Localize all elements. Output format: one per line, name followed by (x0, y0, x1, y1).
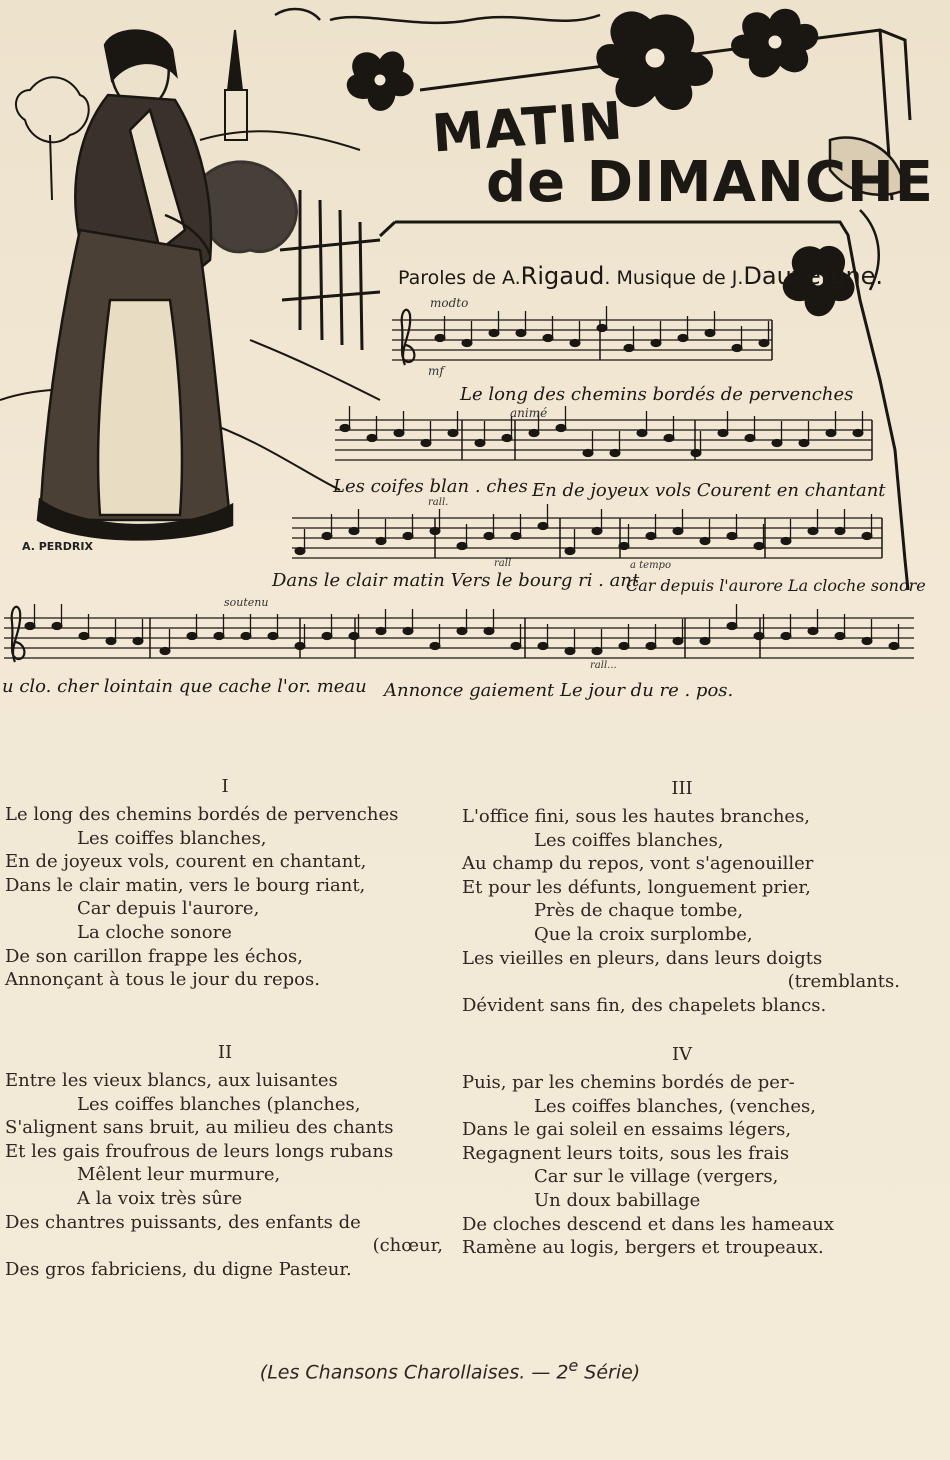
verse-line: Car sur le village (vergers, (534, 1166, 779, 1188)
note-head (376, 537, 386, 544)
credits: Paroles de A.Rigaud. Musique de J.Dauvergne. (398, 262, 884, 290)
verse-line: Regagnent leurs toits, sous les frais (462, 1142, 790, 1164)
verse-line: (tremblants. (787, 971, 900, 993)
note-head (268, 632, 278, 639)
note-head (241, 632, 251, 639)
note-head (624, 344, 634, 351)
verse-line: Dévident sans fin, des chapelets blancs. (462, 994, 827, 1016)
note-head (799, 439, 809, 446)
note-head (754, 632, 764, 639)
lyrics-prefix: Paroles de A. (398, 267, 521, 289)
verse-line: Au champ du repos, vont s'agenouiller (462, 853, 814, 875)
woman-in-shawl-figure (38, 31, 232, 540)
note-head (538, 522, 548, 529)
note-head (781, 537, 791, 544)
note-head (484, 627, 494, 634)
tempo-mark: animé (510, 406, 548, 420)
verse-line: Dans le clair matin, vers le bourg riant, (5, 874, 366, 896)
note-head (160, 647, 170, 654)
note-head (835, 527, 845, 534)
note-head (502, 434, 512, 441)
note-head (781, 632, 791, 639)
verse-line: Dans le gai soleil en essaims légers, (462, 1119, 792, 1141)
note-head (597, 324, 607, 331)
note-head (583, 449, 593, 456)
note-head (646, 532, 656, 539)
tempo-mark: soutenu (224, 596, 269, 609)
verse-line: De son carillon frappe les échos, (5, 945, 303, 967)
note-head (322, 532, 332, 539)
verse-line: Les coiffes blanches, (534, 829, 724, 851)
series-footer (0, 1356, 900, 1383)
artist-signature: A. PERDRIX (22, 540, 93, 553)
note-head (705, 329, 715, 336)
note-head (421, 439, 431, 446)
tempo-mark: rall... (590, 660, 617, 671)
note-head (673, 637, 683, 644)
score-lyric: Le long des chemins bordés de pervenches (460, 384, 854, 405)
note-head (430, 527, 440, 534)
verse-line: Les coiffes blanches (planches, (77, 1093, 361, 1115)
verse-line: (chœur, (372, 1235, 443, 1257)
note-head (826, 429, 836, 436)
verse-line: Ramène au logis, bergers et troupeaux. (462, 1237, 824, 1259)
note-head (610, 449, 620, 456)
note-head (295, 642, 305, 649)
verse-line: De cloches descend et dans les hameaux (462, 1213, 835, 1235)
verse-line: Le long des chemins bordés de pervenches (5, 804, 399, 825)
verse-line: S'alignent sans bruit, au milieu des chants (5, 1117, 394, 1139)
verse-numeral: II (217, 1042, 233, 1063)
note-head (619, 542, 629, 549)
verse-line: Entre les vieux blancs, aux luisantes (5, 1070, 338, 1091)
note-head (700, 637, 710, 644)
series-suffix: Série) (578, 1361, 641, 1384)
verse-numeral: III (671, 778, 693, 799)
note-head (457, 627, 467, 634)
note-head (754, 542, 764, 549)
tempo-mark: a tempo (630, 560, 671, 571)
verse-line: Un doux babillage (534, 1189, 701, 1211)
note-head (448, 429, 458, 436)
note-head (637, 429, 647, 436)
note-head (646, 642, 656, 649)
note-head (475, 439, 485, 446)
verse-line: Près de chaque tombe, (534, 900, 744, 922)
series-sup: e (568, 1356, 579, 1375)
note-head (772, 439, 782, 446)
note-head (862, 532, 872, 539)
note-head (529, 429, 539, 436)
note-head (700, 537, 710, 544)
music-prefix: Musique de J. (616, 267, 744, 289)
composer: Dauvergne. (743, 262, 884, 290)
note-head (295, 547, 305, 554)
dynamic-mark: mf (428, 364, 444, 378)
note-head (187, 632, 197, 639)
note-head (214, 632, 224, 639)
note-head (718, 429, 728, 436)
note-head (394, 429, 404, 436)
note-head (340, 424, 350, 431)
verse-line: Car depuis l'aurore, (77, 898, 260, 920)
note-head (349, 527, 359, 534)
note-head (403, 532, 413, 539)
note-head (79, 632, 89, 639)
note-head (52, 622, 62, 629)
note-head (538, 642, 548, 649)
verse-line: Annonçant à tous le jour du repos. (5, 969, 320, 991)
verse-line: Des gros fabriciens, du digne Pasteur. (5, 1258, 352, 1280)
note-head (592, 647, 602, 654)
verse-line: La cloche sonore (77, 921, 232, 943)
note-head (808, 527, 818, 534)
note-head (376, 627, 386, 634)
note-head (25, 622, 35, 629)
series-name: (Les Chansons Charollaises. — 2 (259, 1361, 569, 1384)
note-head (511, 642, 521, 649)
score-lyric: En de joyeux vols Courent en chantant (532, 480, 886, 501)
note-head (435, 334, 445, 341)
verse-line: Et les gais froufrous de leurs longs rubans (5, 1140, 394, 1162)
verse-line: Les vieilles en pleurs, dans leurs doigts (462, 947, 823, 969)
note-head (565, 647, 575, 654)
score-lyric: Dans le clair matin Vers le bourg ri . ant (272, 570, 640, 591)
note-head (133, 637, 143, 644)
verse-numeral: I (221, 776, 229, 797)
tempo-mark: rall. (428, 497, 449, 508)
note-head (862, 637, 872, 644)
note-head (403, 627, 413, 634)
verse-line: Des chantres puissants, des enfants de (5, 1211, 361, 1233)
note-head (543, 334, 553, 341)
lyricist: Rigaud (520, 262, 605, 290)
note-head (727, 622, 737, 629)
verse-line: L'office fini, sous les hautes branches, (462, 806, 811, 827)
note-head (489, 329, 499, 336)
verse-line: Que la croix surplombe, (534, 923, 753, 945)
note-head (727, 532, 737, 539)
note-head (759, 339, 769, 346)
tempo-mark: rall (494, 558, 512, 569)
note-head (651, 339, 661, 346)
note-head (367, 434, 377, 441)
note-head (745, 434, 755, 441)
score-lyric: Car depuis l'aurore La cloche sonore (626, 576, 926, 595)
title-line-1: MATIN (430, 91, 626, 165)
verse-3 (462, 778, 902, 1017)
verse-4 (462, 1044, 902, 1260)
illustration (0, 0, 950, 720)
verse-line: Et pour les défunts, longuement prier, (462, 876, 811, 898)
note-head (349, 632, 359, 639)
note-head (853, 429, 863, 436)
score-lyric: Annonce gaiement Le jour du re . pos. (384, 680, 734, 701)
title-line-2: de DIMANCHE (486, 150, 935, 215)
note-head (732, 344, 742, 351)
note-head (322, 632, 332, 639)
note-head (457, 542, 467, 549)
note-head (619, 642, 629, 649)
note-head (570, 339, 580, 346)
note-head (691, 449, 701, 456)
verse-2 (5, 1042, 445, 1281)
verse-1 (5, 776, 445, 992)
score-lyric: u clo. cher lointain que cache l'or. meau (2, 676, 367, 697)
verse-line: En de joyeux vols, courent en chantant, (5, 851, 367, 873)
note-head (678, 334, 688, 341)
note-head (592, 527, 602, 534)
verse-line: A la voix très sûre (77, 1187, 243, 1209)
note-head (484, 532, 494, 539)
verse-line: Puis, par les chemins bordés de per- (462, 1072, 795, 1093)
verse-numeral: IV (671, 1044, 693, 1065)
verse-line: Mêlent leur murmure, (77, 1164, 281, 1186)
note-head (106, 637, 116, 644)
note-head (808, 627, 818, 634)
score-lyric: Les coifes blan . ches (333, 476, 528, 497)
verse-line: Les coiffes blanches, (venches, (534, 1095, 816, 1117)
note-head (889, 642, 899, 649)
note-head (664, 434, 674, 441)
note-head (565, 547, 575, 554)
note-head (511, 532, 521, 539)
note-head (673, 527, 683, 534)
note-head (430, 642, 440, 649)
verse-line: Les coiffes blanches, (77, 827, 267, 849)
note-head (462, 339, 472, 346)
note-head (556, 424, 566, 431)
tempo-mark: modto (430, 296, 469, 310)
note-head (835, 632, 845, 639)
note-head (516, 329, 526, 336)
